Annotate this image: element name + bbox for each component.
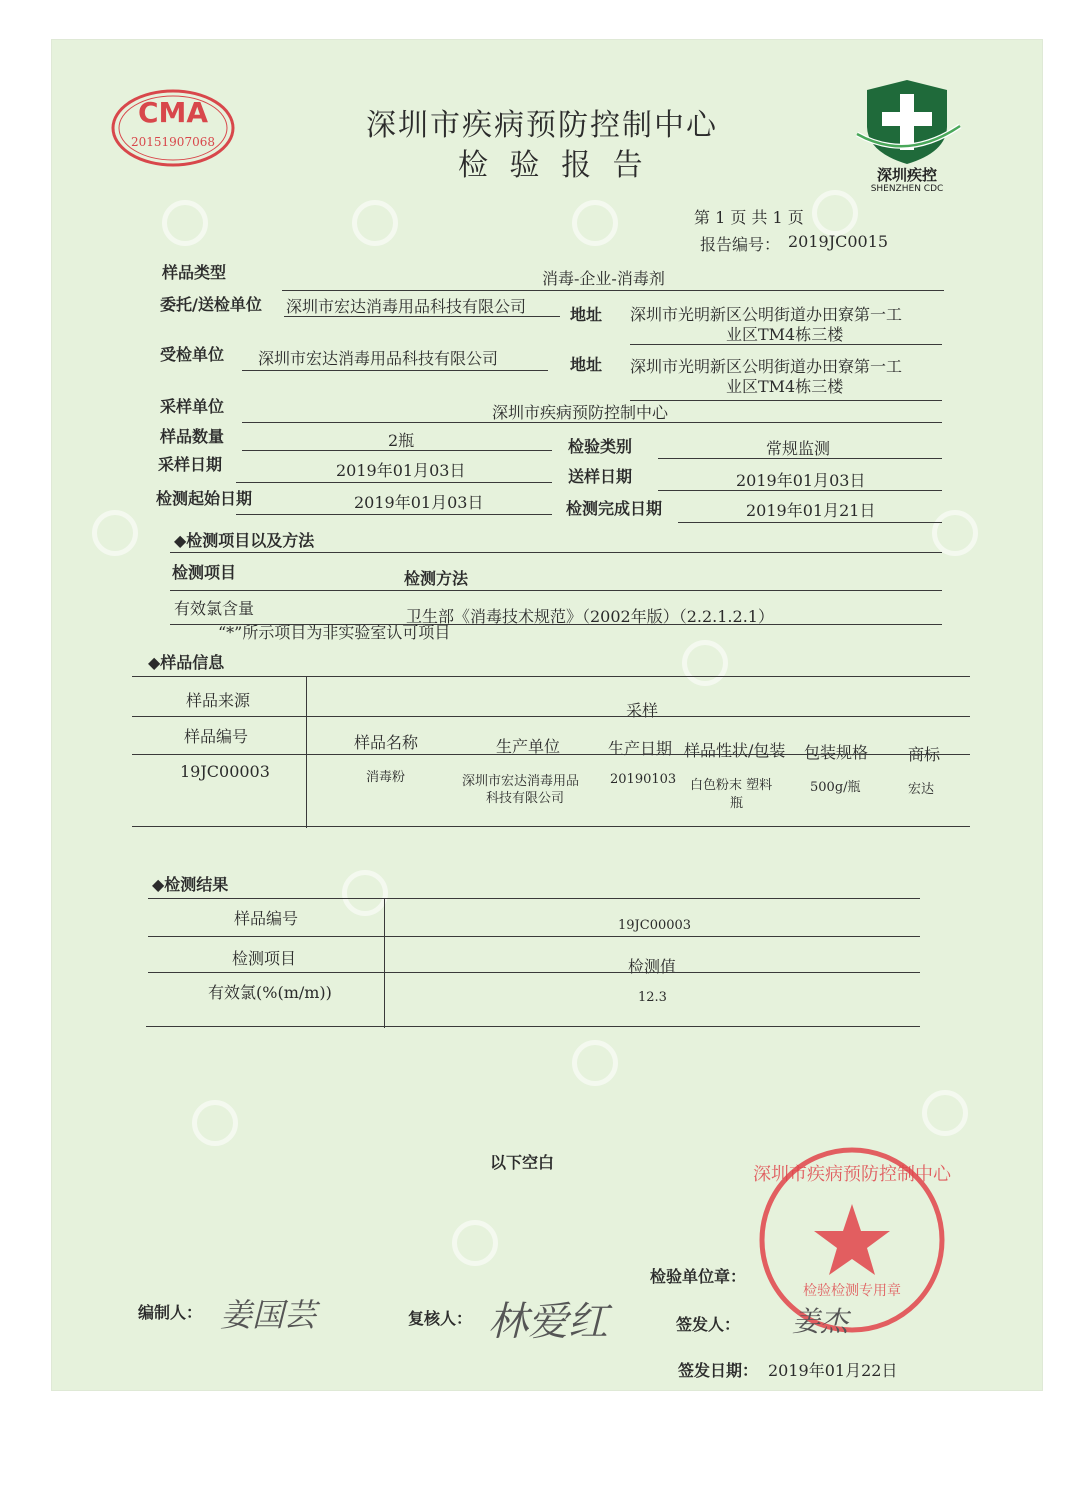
- divider: [146, 1026, 920, 1027]
- seal-label: 检验单位章：: [650, 1267, 747, 1286]
- cma-letters: CMA: [137, 96, 209, 129]
- results-id-label: 样品编号: [234, 909, 299, 928]
- start-date-label: 检测起始日期: [156, 489, 253, 508]
- divider: [282, 290, 944, 291]
- brand: 宏达: [908, 782, 935, 797]
- watermark-icon: [92, 510, 138, 556]
- inspected-label: 受检单位: [160, 345, 225, 364]
- client-label: 委托/送检单位: [160, 295, 262, 314]
- divider: [242, 450, 552, 451]
- results-section-title: ◆检测结果: [152, 875, 229, 894]
- results-item: 有效氯(%(m/m)): [208, 983, 332, 1002]
- category: 常规监测: [766, 439, 831, 458]
- watermark-icon: [922, 1090, 968, 1136]
- delivery-date: 2019年01月03日: [736, 471, 866, 490]
- sample-type-label: 样品类型: [162, 263, 227, 282]
- watermark-icon: [452, 1220, 498, 1266]
- header-spec: 包装规格: [804, 743, 869, 762]
- watermark-icon: [932, 510, 978, 556]
- watermark-icon: [162, 200, 208, 246]
- divider: [148, 898, 920, 899]
- cma-code: 20151907068: [131, 135, 215, 149]
- divider: [148, 936, 920, 937]
- stamp-subtext: 检验检测专用章: [803, 1283, 901, 1299]
- sample-source-label: 样品来源: [186, 691, 251, 710]
- divider: [170, 590, 942, 591]
- sample-info-section-title: ◆样品信息: [148, 653, 225, 672]
- inspected-address-line1: 深圳市光明新区公明街道办田寮第一工: [630, 357, 903, 376]
- client-address-line2: 业区TM4栋三楼: [726, 325, 844, 344]
- methods-col-item: 检测项目: [172, 563, 237, 582]
- methods-section-title: ◆检测项目以及方法: [174, 531, 315, 550]
- header-sample-name: 样品名称: [354, 733, 419, 752]
- divider: [148, 972, 920, 973]
- divider: [236, 514, 552, 515]
- category-label: 检验类别: [568, 437, 633, 456]
- results-sample-id: 19JC00003: [618, 918, 692, 933]
- issuer-signature: 姜杰: [792, 1305, 849, 1338]
- inspected-address-line2: 业区TM4栋三楼: [726, 377, 844, 396]
- divider: [132, 716, 970, 717]
- divider: [242, 370, 548, 371]
- stamp-text: 深圳市疾病预防控制中心: [753, 1164, 951, 1185]
- sample-id-label: 样品编号: [184, 727, 249, 746]
- client-address-label: 地址: [570, 305, 603, 324]
- watermark-icon: [572, 200, 618, 246]
- results-item-label: 检测项目: [232, 949, 297, 968]
- divider: [384, 898, 385, 1028]
- issue-date: 2019年01月22日: [768, 1361, 898, 1380]
- sample-name: 消毒粉: [366, 770, 406, 785]
- watermark-icon: [352, 200, 398, 246]
- report-no-label: 报告编号：: [700, 235, 781, 254]
- quantity-label: 样品数量: [160, 427, 225, 446]
- divider: [284, 316, 560, 317]
- divider: [306, 676, 307, 828]
- methods-item: 有效氯含量: [174, 599, 255, 618]
- report-title: 检 验 报 告: [458, 148, 649, 183]
- delivery-date-label: 送样日期: [568, 467, 633, 486]
- divider: [236, 482, 552, 483]
- watermark-icon: [682, 640, 728, 686]
- sampling-unit-label: 采样单位: [160, 397, 225, 416]
- watermark-icon: [572, 1040, 618, 1086]
- end-date-label: 检测完成日期: [566, 499, 663, 518]
- sampling-unit: 深圳市疾病预防控制中心: [492, 403, 669, 422]
- methods-note: “*”所示项目为非实验室认可项目: [218, 623, 451, 642]
- watermark-icon: [192, 1100, 238, 1146]
- cdc-logo-cn: 深圳疾控: [876, 166, 937, 184]
- divider: [132, 754, 970, 755]
- form-line1: 白色粉末 塑料: [690, 778, 773, 793]
- methods-method: 卫生部《消毒技术规范》（2002年版）（2.2.1.2.1）: [406, 607, 774, 626]
- client-name: 深圳市宏达消毒用品科技有限公司: [286, 297, 527, 316]
- header-form-package: 样品性状/包装: [684, 741, 786, 760]
- results-value: 12.3: [638, 990, 667, 1005]
- form-line2: 瓶: [730, 796, 744, 811]
- methods-col-method: 检测方法: [404, 569, 469, 588]
- divider: [242, 422, 942, 423]
- client-address-line1: 深圳市光明新区公明街道办田寮第一工: [630, 305, 903, 324]
- divider: [132, 676, 970, 677]
- header-prod-date: 生产日期: [608, 739, 673, 758]
- editor-label: 编制人：: [138, 1303, 203, 1322]
- sampling-date-label: 采样日期: [158, 455, 223, 474]
- divider: [658, 490, 942, 491]
- inspected-name: 深圳市宏达消毒用品科技有限公司: [258, 349, 499, 368]
- sample-type: 消毒-企业-消毒剂: [542, 269, 665, 288]
- producer-line2: 科技有限公司: [486, 791, 565, 806]
- header-brand: 商标: [908, 745, 941, 764]
- editor-signature: 姜国芸: [220, 1296, 317, 1334]
- report-no: 2019JC0015: [788, 232, 889, 251]
- prod-date: 20190103: [610, 772, 677, 787]
- results-value-label: 检测值: [628, 957, 677, 976]
- shield-icon: [852, 76, 962, 166]
- spec: 500g/瓶: [810, 780, 861, 795]
- reviewer-signature: 林爱红: [488, 1299, 608, 1345]
- page-info: 第 1 页 共 1 页: [694, 208, 804, 227]
- producer-line1: 深圳市宏达消毒用品: [462, 774, 580, 789]
- sampling-date: 2019年01月03日: [336, 461, 466, 480]
- blank-note: 以下空白: [490, 1153, 555, 1172]
- header-producer: 生产单位: [496, 737, 561, 756]
- issuer-label: 签发人：: [676, 1315, 741, 1334]
- divider: [630, 344, 942, 345]
- divider: [658, 458, 942, 459]
- divider: [132, 826, 970, 827]
- divider: [630, 400, 942, 401]
- report-page: [52, 40, 1042, 1390]
- divider: [170, 552, 942, 553]
- issue-date-label: 签发日期：: [678, 1361, 759, 1380]
- end-date: 2019年01月21日: [746, 501, 876, 520]
- inspected-address-label: 地址: [570, 355, 603, 374]
- start-date: 2019年01月03日: [354, 493, 484, 512]
- quantity: 2瓶: [388, 431, 415, 450]
- sample-id: 19JC00003: [180, 762, 270, 781]
- divider: [678, 522, 942, 523]
- sample-source: 采样: [626, 701, 659, 720]
- cdc-logo-en: SHENZHEN CDC: [870, 184, 944, 194]
- reviewer-label: 复核人：: [408, 1309, 473, 1328]
- cdc-logo: [852, 76, 962, 200]
- cma-logo: [110, 88, 236, 168]
- watermark-icon: [342, 870, 388, 916]
- official-stamp: [752, 1140, 952, 1340]
- org-title: 深圳市疾病预防控制中心: [366, 108, 718, 143]
